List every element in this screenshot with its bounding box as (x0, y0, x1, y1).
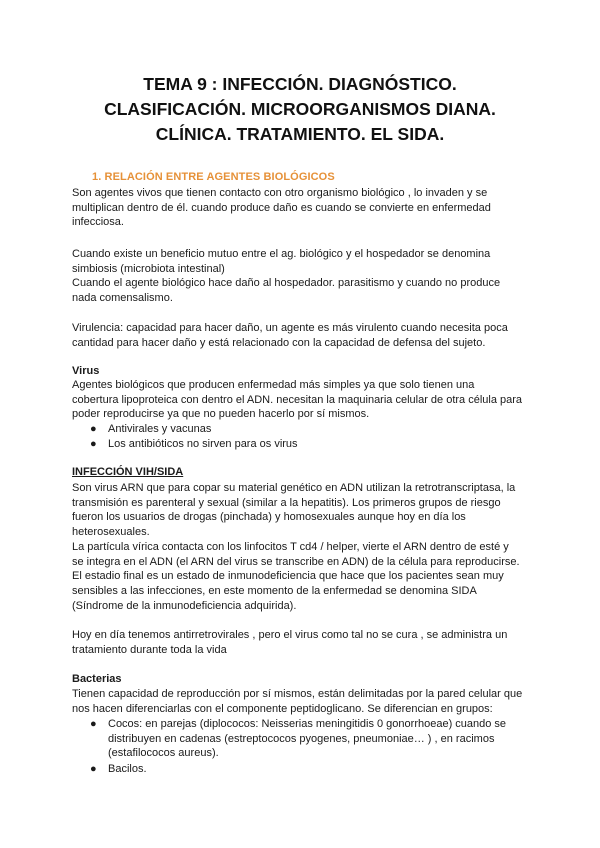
page-title (40, 72, 560, 147)
text-line: transmisión es parenteral y sexual (similar a la hepatitis). Los primeros grupos de riesgo (72, 496, 501, 509)
text-line: (estafilococos aureus). (108, 747, 219, 760)
paragraph-bacterias (72, 687, 542, 716)
text-line: distribuyen en cadenas (estreptococos pyogenes, pneumoniae… ) , en racimos (108, 732, 495, 745)
list-item-text: Los antibióticos no sirven para os virus (108, 438, 298, 450)
text-line: cantidad para hacer daño y está relacionado con la capacidad de defensa del sujeto. (72, 336, 486, 349)
title-line: TEMA 9 : INFECCIÓN. DIAGNÓSTICO. (143, 74, 457, 94)
text-line: tratamiento durante toda la vida (72, 643, 227, 656)
paragraph-virulencia (72, 321, 542, 350)
text-line: Tienen capacidad de reproducción por sí mismos, están delimitadas por la pared celular que (72, 688, 523, 700)
paragraph-antirretrovirales (72, 628, 542, 657)
title-line: CLÍNICA. TRATAMIENTO. EL SIDA. (155, 124, 445, 144)
paragraph-agentes (72, 186, 542, 230)
text-line: El estadio final es un estado de inmunodeficiencia que hace que los pacientes sean muy (72, 570, 504, 583)
heading-virus: Virus (72, 365, 100, 377)
text-line: Son virus ARN que para copar su material genético en ADN utilizan la retrotranscriptasa, la (72, 482, 516, 494)
section-heading-relacion: 1. RELACIÓN ENTRE AGENTES BIOLÓGICOS (92, 171, 335, 183)
list-item-text (108, 717, 506, 761)
text-line: multiplican dentro de él. cuando produce daño es cuando se convierte en enfermedad (72, 201, 491, 214)
bullet-icon: ● (90, 763, 97, 775)
text-line: sensibles a las infecciones, en este momento de la enfermedad se denomina SIDA (72, 584, 477, 597)
paragraph-virus (72, 378, 542, 422)
paragraph-vih (72, 481, 542, 613)
text-line: Son agentes vivos que tienen contacto con otro organismo biológico , lo invaden y se (72, 187, 488, 199)
text-line: nos hacen diferenciarlas con el componente peptidoglicano. Se diferencian en grupos: (72, 702, 493, 715)
text-line: (Síndrome de la inmunodeficiencia adquirida). (72, 599, 297, 612)
list-item-text: Antivirales y vacunas (108, 423, 212, 435)
heading-vih-sida: INFECCIÓN VIH/SIDA (72, 466, 184, 478)
text-line: Agentes biológicos que producen enfermedad más simples ya que solo tienen una (72, 379, 475, 391)
heading-bacterias: Bacterias (72, 673, 122, 685)
bullet-icon: ● (90, 438, 97, 450)
text-line: nada comensalismo. (72, 292, 173, 305)
title-line: CLASIFICACIÓN. MICROORGANISMOS DIANA. (104, 99, 496, 119)
text-line: cobertura lipoproteica con dentro el ADN. necesitan la maquinaria celular de otra célula para (72, 393, 523, 406)
text-line: Cuando el agente biológico hace daño al hospedador. parasitismo y cuando no produce (72, 277, 501, 290)
text-line: heterosexuales. (72, 526, 150, 539)
paragraph-simbiosis (72, 247, 542, 306)
text-line: infecciosa. (72, 216, 124, 229)
text-line: poder reproducirse ya que no pueden hacerlo por sí mismos. (72, 408, 370, 421)
text-line: La partícula vírica contacta con los linfocitos T cd4 / helper, vierte el ARN dentro de esté y (72, 540, 509, 553)
bullet-icon: ● (90, 718, 97, 730)
list-item-text: Bacilos. (108, 763, 147, 775)
text-line: Cuando existe un beneficio mutuo entre el ag. biológico y el hospedador se denomina (72, 248, 491, 260)
text-line: simbiosis (microbiota intestinal) (72, 262, 225, 275)
text-line: Cocos: en parejas (diplococos: Neisserias meningitidis 0 gonorrhoeae) cuando se (108, 718, 507, 730)
text-line: se integra en el ADN (el ARN del virus se transcribe en ADN) de la célula para reproducirse. (72, 555, 520, 568)
text-line: fueron los usuarios de drogas (pinchada) y homosexuales aunque hoy en día los (72, 511, 466, 524)
text-line: Virulencia: capacidad para hacer daño, un agente es más virulento cuando necesita poca (72, 322, 508, 334)
bullet-icon: ● (90, 423, 97, 435)
text-line: Hoy en día tenemos antirretrovirales , pero el virus como tal no se cura , se administra un (72, 629, 508, 641)
